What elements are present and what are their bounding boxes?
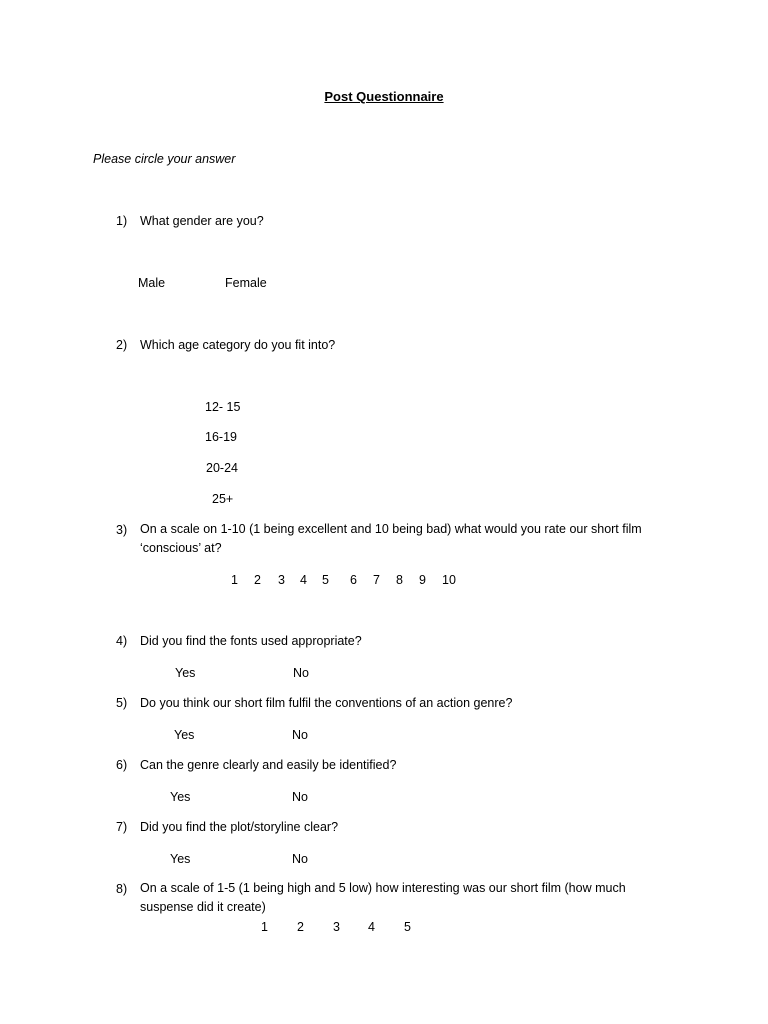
rating-9[interactable]: 9: [419, 573, 426, 587]
answer-female[interactable]: Female: [225, 276, 267, 290]
question-8-text: On a scale of 1-5 (1 being high and 5 low) how interesting was our short film (how much suspense did it create): [140, 881, 626, 914]
rating-4[interactable]: 4: [300, 573, 307, 587]
question-5-text: Do you think our short film fulfil the conventions of an action genre?: [140, 696, 513, 710]
answer-age-16-19[interactable]: 16-19: [205, 430, 237, 444]
interest-3[interactable]: 3: [333, 920, 340, 934]
question-5-number: 5): [116, 696, 128, 710]
rating-10[interactable]: 10: [442, 573, 456, 587]
instruction-text: Please circle your answer: [93, 152, 236, 166]
interest-2[interactable]: 2: [297, 920, 304, 934]
question-7-number: 7): [116, 820, 128, 834]
q7-answer-no[interactable]: No: [292, 852, 308, 866]
q7-answer-yes[interactable]: Yes: [170, 852, 191, 866]
rating-3[interactable]: 3: [278, 573, 285, 587]
question-6-text: Can the genre clearly and easily be identified?: [140, 758, 397, 772]
question-2-number: 2): [116, 338, 128, 352]
answer-male[interactable]: Male: [138, 276, 166, 290]
rating-7[interactable]: 7: [373, 573, 380, 587]
q4-answer-no[interactable]: No: [293, 666, 309, 680]
q5-answer-no[interactable]: No: [292, 728, 308, 742]
question-3-text: On a scale on 1-10 (1 being excellent and 10 being bad) what would you rate our short film ‘conscious’ at?: [140, 522, 642, 555]
question-1-text: What gender are you?: [140, 214, 264, 228]
q4-answer-yes[interactable]: Yes: [175, 666, 196, 680]
interest-4[interactable]: 4: [368, 920, 375, 934]
answer-age-12-15[interactable]: 12- 15: [205, 400, 241, 414]
q6-answer-no[interactable]: No: [292, 790, 308, 804]
q6-answer-yes[interactable]: Yes: [170, 790, 191, 804]
interest-5[interactable]: 5: [404, 920, 411, 934]
question-4-text: Did you find the fonts used appropriate?: [140, 634, 362, 648]
rating-1[interactable]: 1: [231, 573, 238, 587]
rating-5[interactable]: 5: [322, 573, 329, 587]
rating-2[interactable]: 2: [254, 573, 261, 587]
q5-answer-yes[interactable]: Yes: [174, 728, 195, 742]
rating-8[interactable]: 8: [396, 573, 403, 587]
page-title: Post Questionnaire: [324, 89, 444, 104]
question-8-number: 8): [116, 882, 128, 896]
question-1-number: 1): [116, 214, 128, 228]
question-2-text: Which age category do you fit into?: [140, 338, 336, 352]
rating-6[interactable]: 6: [350, 573, 357, 587]
question-7-text: Did you find the plot/storyline clear?: [140, 820, 339, 834]
answer-age-25-plus[interactable]: 25+: [212, 492, 234, 506]
question-6-number: 6): [116, 758, 128, 772]
interest-1[interactable]: 1: [261, 920, 268, 934]
question-3-number: 3): [116, 523, 128, 537]
question-4-number: 4): [116, 634, 128, 648]
answer-age-20-24[interactable]: 20-24: [206, 461, 238, 475]
